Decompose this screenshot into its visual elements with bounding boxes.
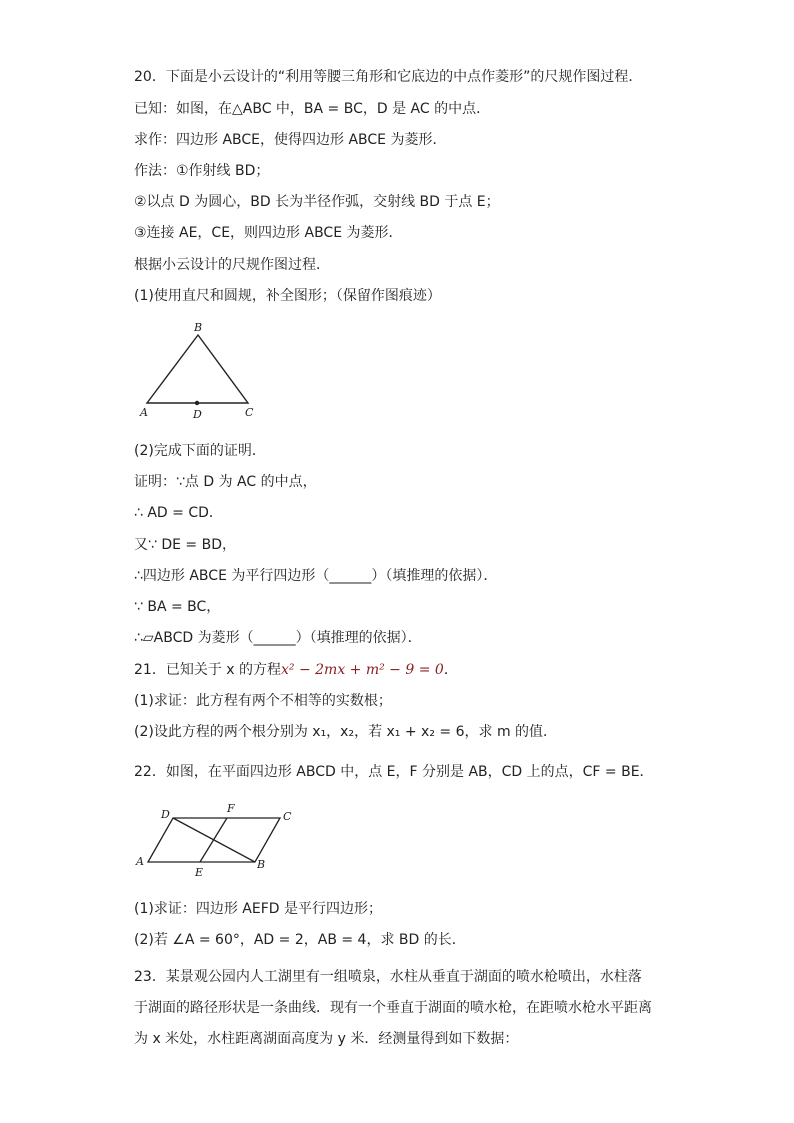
q20-title: 20．下面是小云设计的“利用等腰三角形和它底边的中点作菱形”的尺规作图过程． — [134, 69, 643, 85]
q23-text: 23．某景观公园内人工湖里有一组喷泉，水柱从垂直于湖面的喷水枪喷出，水柱落于湖面的路径形状是一条曲线．现有一个垂直于湖面的喷水枪，在距喷水枪水平距离为 x 米处，水柱距离湖面高度为 y 米．经测量得到如下数据： — [134, 969, 652, 1047]
label-a2: A — [136, 855, 144, 868]
q20-proof6: ∴▱ABCD 为菱形（______）（填推理的依据）． — [134, 630, 422, 646]
label-b2: B — [257, 858, 266, 871]
label-c: C — [245, 406, 254, 419]
q20-proof3: 又∵ DE = BD， — [134, 537, 236, 553]
label-f: F — [227, 802, 235, 815]
q21-equation: x² − 2mx + m² − 9 = 0 — [281, 662, 444, 678]
q21-title-prefix: 21．已知关于 x 的方程 — [134, 662, 281, 678]
label-a: A — [140, 406, 148, 419]
q20-step1: 作法：①作射线 BD； — [134, 163, 270, 179]
q20-step3: ③连接 AE，CE，则四边形 ABCE 为菱形． — [134, 225, 403, 241]
q22-part2: (2)若 ∠A = 60°，AD = 2，AB = 4，求 BD 的长． — [134, 932, 466, 948]
q21-part2: (2)设此方程的两个根分别为 x₁，x₂，若 x₁ + x₂ = 6，求 m 的值． — [134, 724, 558, 740]
parallelogram-figure — [132, 800, 302, 882]
q20-proof5: ∵ BA = BC， — [134, 599, 221, 615]
q20-proof2: ∴ AD = CD． — [134, 505, 223, 521]
triangle-figure — [135, 318, 265, 424]
q21-title-suffix: ． — [443, 662, 458, 678]
segment-ef — [200, 818, 227, 862]
point-d — [195, 401, 199, 405]
q21-title — [134, 661, 458, 679]
q20-proof1: 证明：∵点 D 为 AC 的中点， — [134, 474, 317, 490]
q22-title: 22．如图，在平面四边形 ABCD 中，点 E，F 分别是 AB，CD 上的点，CF = BE． — [134, 764, 654, 780]
q20-intro: 根据小云设计的尺规作图过程． — [134, 257, 330, 273]
label-e: E — [195, 866, 204, 879]
q20-part2: (2)完成下面的证明． — [134, 443, 266, 459]
label-d: D — [193, 408, 202, 421]
q21-part1: (1)求证：此方程有两个不相等的实数根； — [134, 693, 392, 709]
q20-require: 求作：四边形 ABCE，使得四边形 ABCE 为菱形． — [134, 132, 447, 148]
q20-proof4: ∴四边形 ABCE 为平行四边形（______）（填推理的依据）． — [134, 568, 498, 584]
label-b: B — [194, 321, 203, 334]
q20-part1: (1)使用直尺和圆规，补全图形；（保留作图痕迹） — [134, 288, 441, 304]
q22-part1: (1)求证：四边形 AEFD 是平行四边形； — [134, 901, 382, 917]
q20-given: 已知：如图，在△ABC 中，BA = BC，D 是 AC 的中点． — [134, 101, 491, 117]
triangle-abc — [147, 335, 248, 403]
q20-step2: ②以点 D 为圆心，BD 长为半径作弧，交射线 BD 于点 E； — [134, 194, 500, 210]
label-c2: C — [283, 810, 292, 823]
label-d2: D — [161, 808, 170, 821]
